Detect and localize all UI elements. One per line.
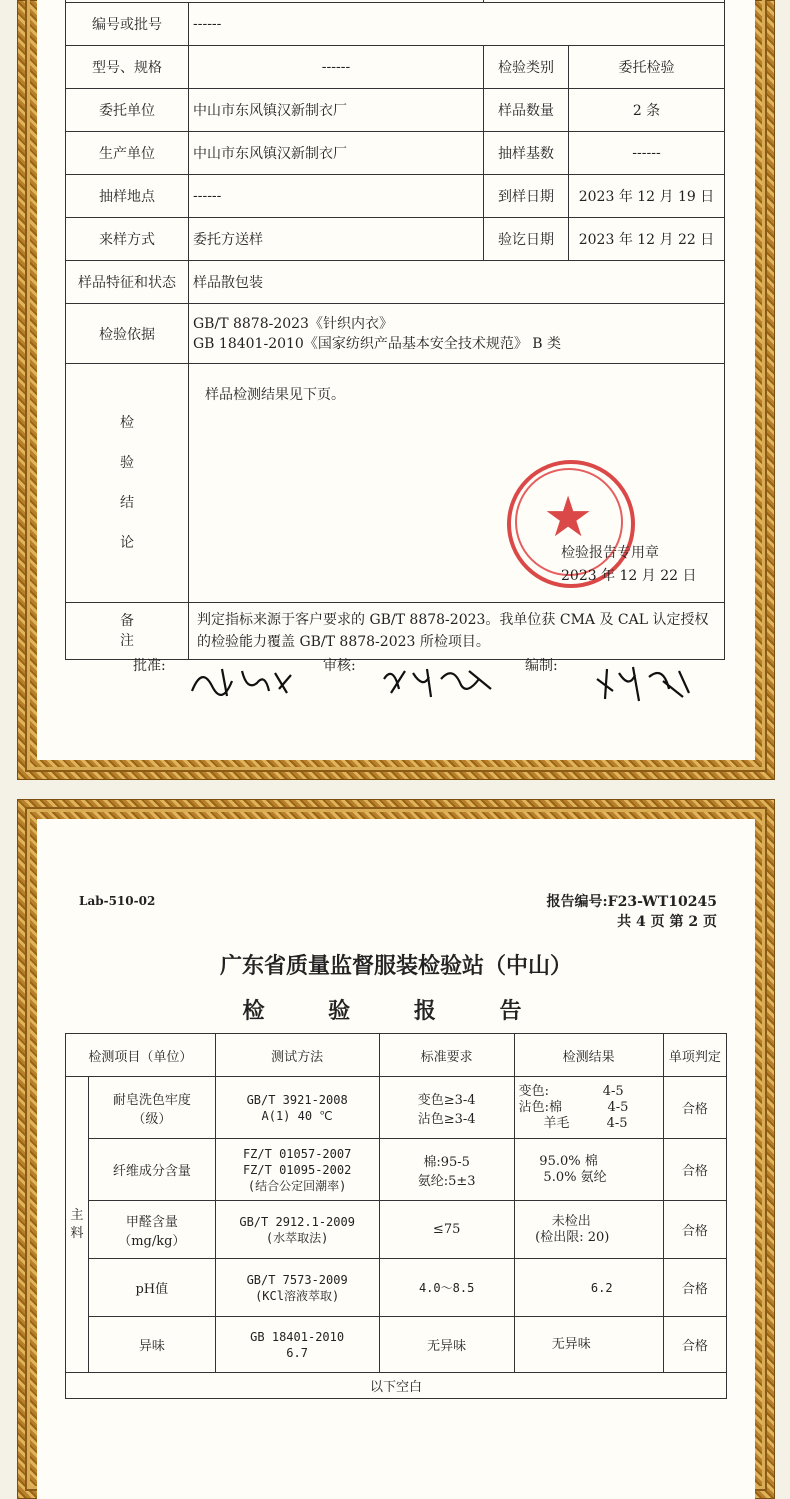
remark-char: 注	[120, 633, 134, 649]
blank-below-note: 以下空白	[66, 1373, 727, 1399]
item-method: GB/T 3921-2008 A(1) 40 ℃	[215, 1077, 379, 1139]
conclusion-char: 结	[120, 495, 134, 511]
review-label: 审核:	[323, 658, 356, 674]
header-judgement: 单项判定	[663, 1034, 726, 1077]
compile-label: 编制:	[525, 658, 558, 674]
table-row	[66, 218, 725, 261]
table-row	[66, 175, 725, 218]
item-result: 95.0% 棉 5.0% 氨纶	[514, 1139, 663, 1201]
item-method: GB/T 7573-2009 (KCl溶液萃取)	[215, 1259, 379, 1317]
table-header-row	[66, 1034, 727, 1077]
table-row	[66, 1201, 727, 1259]
table-row	[66, 603, 725, 660]
compile-signature	[593, 661, 703, 705]
table-row	[66, 89, 725, 132]
item-requirement: ≤75	[379, 1201, 514, 1259]
report-page-2	[37, 819, 755, 1499]
lab-code: Lab-510-02	[79, 894, 156, 908]
item-judgement: 合格	[663, 1317, 726, 1373]
item-judgement: 合格	[663, 1139, 726, 1201]
item-requirement: 棉:95-5 氨纶:5±3	[379, 1139, 514, 1201]
review-signature	[379, 659, 499, 701]
delivery-value: 委托方送样	[189, 218, 484, 261]
complete-date-label: 验讫日期	[484, 218, 569, 261]
sampling-site-label: 抽样地点	[66, 175, 189, 218]
batch-value: ------	[189, 3, 725, 46]
conclusion-char: 检	[120, 415, 134, 431]
conclusion-char: 验	[120, 455, 134, 471]
item-judgement: 合格	[663, 1259, 726, 1317]
table-row	[66, 1317, 727, 1373]
complete-date-value: 2023 年 12 月 22 日	[569, 218, 725, 261]
table-row	[66, 1139, 727, 1201]
item-result: 6.2	[514, 1259, 663, 1317]
conclusion-label	[66, 364, 189, 603]
table-row	[66, 1259, 727, 1317]
item-requirement: 变色≥3-4 沾色≥3-4	[379, 1077, 514, 1139]
sample-state-value: 样品散包装	[189, 261, 725, 304]
page-info: 共 4 页 第 2 页	[617, 914, 717, 930]
sampling-site-value: ------	[189, 175, 484, 218]
inspect-type-value: 委托检验	[569, 46, 725, 89]
sample-qty-value: 2 条	[569, 89, 725, 132]
table-row	[66, 304, 725, 364]
sample-qty-label: 样品数量	[484, 89, 569, 132]
basis-line-1: GB/T 8878-2023《针织内衣》	[193, 315, 393, 332]
item-name: 甲醛含量 （mg/kg）	[89, 1201, 216, 1259]
arrival-date-value: 2023 年 12 月 19 日	[569, 175, 725, 218]
item-name: 异味	[89, 1317, 216, 1373]
producer-label: 生产单位	[66, 132, 189, 175]
approve-signature	[187, 661, 297, 701]
producer-value: 中山市东风镇汉新制衣厂	[189, 132, 484, 175]
organization-title: 广东省质量监督服装检验站（中山）	[219, 954, 572, 979]
header-requirement: 标准要求	[379, 1034, 514, 1077]
item-requirement: 4.0～8.5	[379, 1259, 514, 1317]
item-judgement: 合格	[663, 1077, 726, 1139]
item-method: FZ/T 01057-2007 FZ/T 01095-2002 (结合公定回潮率)	[215, 1139, 379, 1201]
client-value: 中山市东风镇汉新制衣厂	[189, 89, 484, 132]
report-page-1	[37, 0, 755, 760]
conclusion-text: 样品检测结果见下页。	[189, 364, 725, 603]
basis-line-2: GB 18401-2010《国家纺织产品基本安全技术规范》 B 类	[193, 335, 562, 352]
delivery-label: 来样方式	[66, 218, 189, 261]
model-label: 型号、规格	[66, 46, 189, 89]
client-label: 委托单位	[66, 89, 189, 132]
item-result: 未检出 (检出限: 20)	[514, 1201, 663, 1259]
arrival-date-label: 到样日期	[484, 175, 569, 218]
inspect-type-label: 检验类别	[484, 46, 569, 89]
report-number: 报告编号:F23-WT10245	[546, 894, 717, 910]
certificate-frame-bottom	[17, 799, 775, 1499]
table-row	[66, 261, 725, 304]
certificate-frame-top	[17, 0, 775, 780]
table-row	[66, 1077, 727, 1139]
remark-line-2: 的检验能力覆盖 GB/T 8878-2023 所检项目。	[197, 634, 490, 650]
item-name: 纤维成分含量	[89, 1139, 216, 1201]
header-item: 检测项目（单位）	[66, 1034, 216, 1077]
report-number-block	[547, 892, 717, 932]
test-results-table	[65, 1033, 727, 1399]
remark-text	[189, 603, 725, 660]
item-method: GB 18401-2010 6.7	[215, 1317, 379, 1373]
item-result: 无异味	[514, 1317, 663, 1373]
basis-value	[189, 304, 725, 364]
item-name: pH值	[89, 1259, 216, 1317]
batch-label: 编号或批号	[66, 3, 189, 46]
sampling-base-label: 抽样基数	[484, 132, 569, 175]
table-row	[66, 132, 725, 175]
report-title: 检 验 报 告	[242, 999, 550, 1024]
model-value: ------	[189, 46, 484, 89]
remark-line-1: 判定指标来源于客户要求的 GB/T 8878-2023。我单位获 CMA 及 CAL 认定授权	[197, 612, 709, 628]
stamp-date: 2023 年 12 月 22 日	[561, 568, 697, 584]
basis-label: 检验依据	[66, 304, 189, 364]
item-requirement: 无异味	[379, 1317, 514, 1373]
remark-label	[66, 603, 189, 660]
star-icon: ★	[543, 485, 594, 550]
stamp-label: 检验报告专用章	[561, 545, 659, 561]
item-name: 耐皂洗色牢度 （级）	[89, 1077, 216, 1139]
header-result: 检测结果	[514, 1034, 663, 1077]
conclusion-char: 论	[120, 535, 134, 551]
sample-state-label: 样品特征和状态	[66, 261, 189, 304]
table-row	[66, 46, 725, 89]
table-row	[66, 3, 725, 46]
item-result: 变色: 4-5 沾色:棉 4-5 羊毛 4-5	[514, 1077, 663, 1139]
sampling-base-value: ------	[569, 132, 725, 175]
approve-label: 批准:	[133, 658, 166, 674]
header-method: 测试方法	[215, 1034, 379, 1077]
table-footer-row	[66, 1373, 727, 1399]
group-label: 主料	[66, 1077, 89, 1373]
item-method: GB/T 2912.1-2009 (水萃取法)	[215, 1201, 379, 1259]
remark-char: 备	[120, 613, 134, 629]
item-judgement: 合格	[663, 1201, 726, 1259]
